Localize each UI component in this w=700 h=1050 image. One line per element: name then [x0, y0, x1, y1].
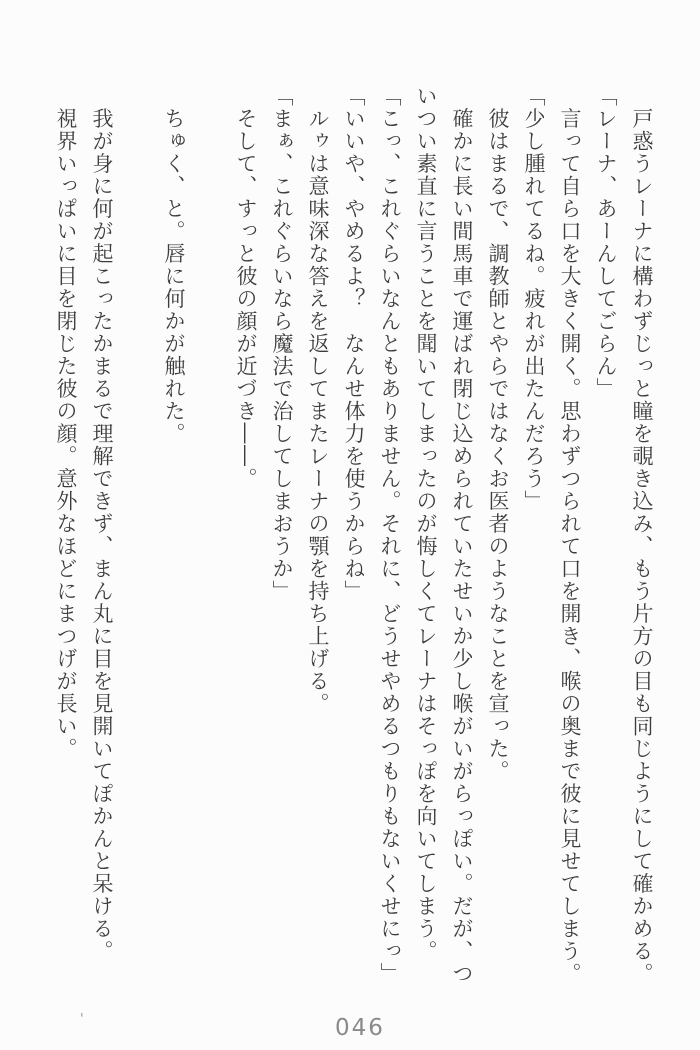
- page-number: 046: [335, 1015, 385, 1041]
- blank-line-1: [192, 85, 228, 990]
- paragraph-2: 「レーナ、あーんしてごらん」: [594, 85, 618, 400]
- paragraph-9: ルゥは意味深な答えを返してまたレーナの顎を持ち上げる。: [306, 85, 330, 715]
- blank-line-2: [120, 85, 156, 990]
- paragraph-1: 戸惑うレーナに構わずじっと瞳を覗き込み、もう片方の目も同じようにして確かめる。: [630, 85, 654, 985]
- paragraph-8: 「いいや、やめるよ？ なんせ体力を使うからね」: [342, 85, 366, 603]
- paragraph-14: 視界いっぱいに目を閉じた彼の顔。意外なほどにまつげが長い。: [54, 85, 78, 760]
- scan-artifact-mark: ': [80, 1012, 84, 1027]
- paragraph-6: 確かに長い間馬車で運ばれ閉じ込められていたせいか少し喉がいがらっぽい。だが、ついつい素直に言うことを聞いてしまったのが悔しくてレーナはそっぽを向いてしまう。: [414, 85, 474, 985]
- text-block: [38, 85, 660, 990]
- paragraph-11: そして、すっと彼の顔が近づき――。: [234, 85, 258, 490]
- paragraph-3: 言って自ら口を大きく開く。思わずつられて口を開き、喉の奥まで彼に見せてしまう。: [558, 85, 582, 985]
- paragraph-10: 「まぁ、これぐらいなら魔法で治してしまおうか」: [270, 85, 294, 603]
- paragraph-4: 「少し腫れてるね。疲れが出たんだろう」: [522, 85, 546, 513]
- paragraph-12: ちゅく、と。唇に何かが触れた。: [162, 85, 186, 445]
- paragraph-13: 我が身に何が起こったかまるで理解できず、まん丸に目を見開いてぽかんと呆ける。: [90, 85, 114, 963]
- paragraph-7: 「こっ、これぐらいなんともありません。それに、どうせやめるつもりもないくせにっ」: [378, 85, 402, 985]
- paragraph-5: 彼はまるで、調教師とやらではなくお医者のようなことを宣った。: [486, 85, 510, 783]
